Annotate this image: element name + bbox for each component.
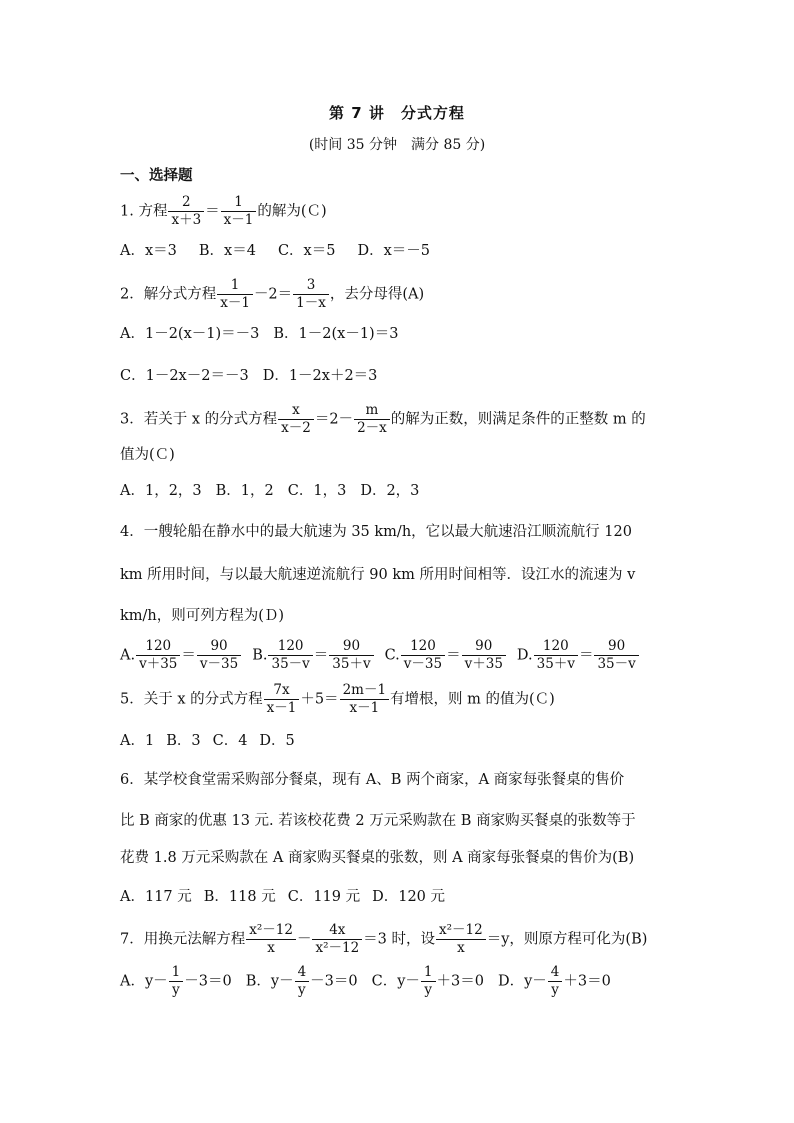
question-7: 7．用换元法解方程 $\frac{\text{x²－12}}{x}$ － $\frac{4x}{\text{x²－12}}$ ＝3 时，设 $\frac{\text{x²－12}}{x}$ ＝y，则原方程可化为(B) (120, 922, 648, 956)
question-5: 5．关于 x 的分式方程 $\frac{7x}{x-1}$ ＋5＝ $\frac{2m-1}{x-1}$ 有增根，则 m 的值为(Ｃ) (120, 682, 555, 716)
option-b: B. $\frac{120}{35-v}$ ＝ $\frac{90}{35+v}$ (252, 638, 374, 673)
question-6-options (120, 887, 467, 907)
option: A．117 元 (120, 889, 192, 905)
question-6-line-1: 6．某学校食堂需采购部分餐桌，现有 A、B 两个商家，A 商家每张餐桌的售价 (120, 772, 625, 788)
option: A．x＝3 (120, 243, 177, 259)
option-a: A．y－ $\frac{1}{y}$ －3＝0 (120, 964, 232, 998)
option: A．1，2，3 (120, 483, 202, 499)
option-d: D．y－ $\frac{4}{y}$ ＋3＝0 (497, 964, 611, 998)
option: D．2，3 (360, 483, 420, 499)
option: C．4 (212, 733, 248, 749)
fraction: $\frac{7x}{x-1}$ (264, 682, 300, 717)
question-2-options-ab (120, 324, 420, 344)
option: C．1，3 (287, 483, 347, 499)
option: C．119 元 (287, 889, 361, 905)
question-3-options (120, 481, 441, 501)
option: B．x＝4 (198, 243, 256, 259)
question-1: 1. 方程 $\frac{2}{x+3}$ ＝ $\frac{1}{x-1}$ 的解为(Ｃ) (120, 194, 327, 228)
option: D．1－2x＋2＝3 (262, 368, 378, 384)
fraction: $\frac{\text{x²－12}}{x}$ (436, 922, 486, 957)
option: C．x＝5 (277, 243, 336, 259)
option: D．120 元 (372, 889, 446, 905)
question-4-options (120, 638, 640, 673)
question-7-options (120, 964, 611, 999)
option-c: C. $\frac{120}{v-35}$ ＝ $\frac{90}{v+35}$ (385, 638, 507, 673)
question-4-line-1: 4．一艘轮船在静水中的最大航速为 35 km/h，它以最大航速沿江顺流航行 120 (120, 524, 632, 540)
page-title: 第 7 讲 分式方程 (329, 104, 465, 122)
fraction: $\frac{2m-1}{x-1}$ (340, 682, 389, 717)
option: D．5 (259, 733, 295, 749)
question-4-line-2: km 所用时间，与以最大航速逆流航行 90 km 所用时间相等．设江水的流速为 v (120, 567, 636, 583)
question-6-line-3: 花费 1.8 万元采购款在 A 商家购买餐桌的张数，则 A 商家每张餐桌的售价为(B) (120, 850, 635, 866)
option: B．1，2 (215, 483, 274, 499)
fraction: $\frac{3}{1-x}$ (293, 277, 329, 312)
fraction: $\frac{1}{x-1}$ (217, 277, 253, 312)
option-d: D. $\frac{120}{35+v}$ ＝ $\frac{90}{35-v}$ (517, 638, 640, 673)
fraction: $\frac{2}{x+3}$ (168, 194, 204, 229)
question-6-line-2: 比 B 商家的优惠 13 元. 若该校花费 2 万元采购款在 B 商家购买餐桌的张数等于 (120, 813, 636, 829)
option: A．1 (120, 733, 155, 749)
fraction: $\frac{4x}{\text{x²－12}}$ (312, 922, 362, 957)
fraction: $\frac{\text{x²－12}}{x}$ (246, 922, 296, 957)
option: B．118 元 (203, 889, 276, 905)
section-heading: 一、选择题 (120, 168, 193, 184)
question-2-options-cd (120, 366, 399, 386)
fraction: $\frac{x}{x-2}$ (278, 402, 314, 437)
option: D．x＝－5 (357, 243, 430, 259)
fraction: $\frac{m}{2-x}$ (354, 402, 390, 437)
option: B．3 (166, 733, 201, 749)
option: C．1－2x－2＝－3 (120, 368, 249, 384)
question-5-options (120, 731, 317, 751)
page-subtitle: (时间 35 分钟 满分 85 分) (308, 137, 486, 153)
question-3-line-2: 值为(Ｃ) (120, 447, 175, 463)
question-2: 2．解分式方程 $\frac{1}{x-1}$ －2＝ $\frac{3}{1-x}$ ，去分母得(A) (120, 277, 425, 311)
option-c: C．y－ $\frac{1}{y}$ ＋3＝0 (371, 964, 484, 998)
fraction: $\frac{1}{x-1}$ (221, 194, 257, 229)
question-1-options (120, 241, 452, 261)
option-a: A. $\frac{120}{v+35}$ ＝ $\frac{90}{v-35}$ (120, 638, 242, 673)
question-3: 3．若关于 x 的分式方程 $\frac{x}{x-2}$ ＝2－ $\frac{m}{2-x}$ 的解为正数，则满足条件的正整数 m 的 (120, 402, 646, 436)
question-4-line-3: km/h，则可列方程为(Ｄ) (120, 608, 285, 624)
option: A．1－2(x－1)＝－3 (120, 326, 260, 342)
option-b: B．y－ $\frac{4}{y}$ －3＝0 (245, 964, 358, 998)
option: B．1－2(x－1)＝3 (273, 326, 399, 342)
